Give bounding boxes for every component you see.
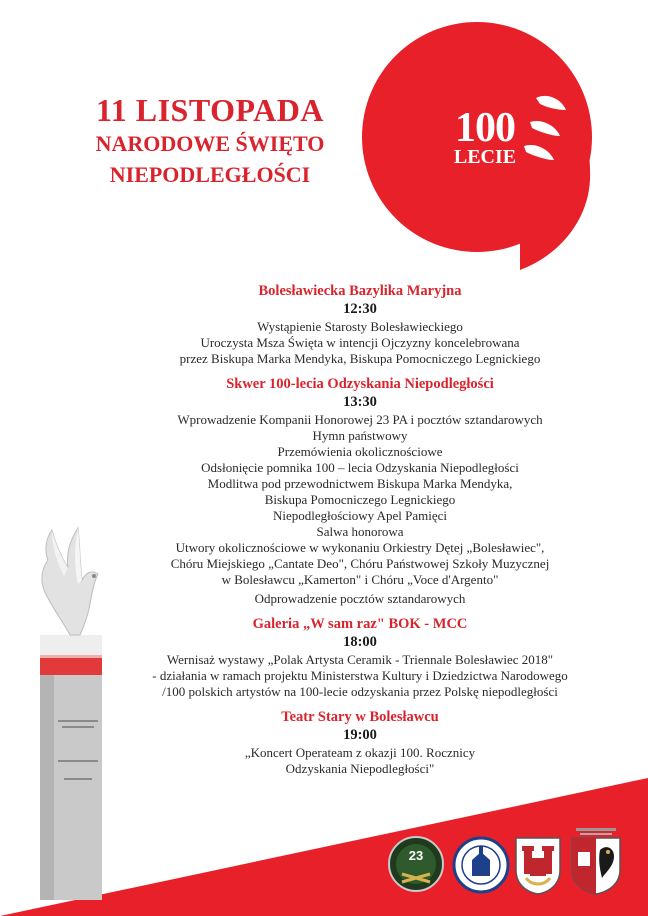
- program-line: Biskupa Pomocniczego Legnickiego: [264, 492, 456, 507]
- program-line: Uroczysta Msza Święta w intencji Ojczyzny koncelebrowana: [200, 335, 520, 350]
- county-coat-of-arms-icon: [568, 826, 624, 896]
- section-venue: Galeria „W sam raz" BOK - MCC: [252, 616, 468, 632]
- program-line: Odprowadzenie pocztów sztandarowych: [254, 591, 466, 606]
- page-title: [60, 92, 360, 190]
- anniversary-word: LECIE: [453, 146, 517, 168]
- section-venue: Skwer 100-lecia Odzyskania Niepodległości: [226, 376, 494, 392]
- program-line: Przemówienia okolicznościowe: [277, 444, 443, 459]
- program-line: w Bolesławcu „Kamerton" i Chóru „Voce d'Argento": [221, 572, 499, 587]
- program-section: [110, 615, 610, 700]
- eagle-monument-icon: [22, 520, 122, 900]
- program-line: Niepodległościowy Apel Pamięci: [272, 508, 448, 523]
- section-time: 12:30: [343, 301, 377, 317]
- basilica-seal-icon: [452, 834, 510, 896]
- program-section: [110, 708, 610, 777]
- program-line: Salwa honorowa: [316, 524, 404, 539]
- eagle-head-icon: [500, 70, 600, 270]
- program-line: Chóru Miejskiego „Cantate Deo", Chóru Państwowej Szkoły Muzycznej: [170, 556, 550, 571]
- section-venue: Teatr Stary w Bolesławcu: [281, 709, 439, 725]
- program-line: Wernisaż wystawy „Polak Artysta Ceramik - Triennale Bolesławiec 2018": [166, 652, 554, 667]
- event-program: [110, 282, 610, 785]
- program-line: „Koncert Operateam z okazji 100. Rocznicy: [244, 745, 476, 760]
- program-line: Utwory okolicznościowe w wykonaniu Orkiestry Dętej „Bolesławiec",: [175, 540, 545, 555]
- section-time: 18:00: [343, 634, 377, 650]
- program-line: - działania w ramach projektu Ministerstwa Kultury i Dziedzictwa Narodowego: [152, 668, 568, 683]
- program-line: Modlitwa pod przewodnictwem Biskupa Marka Mendyka,: [207, 476, 513, 491]
- program-line: /100 polskich artystów na 100-lecie odzyskania przez Polskę niepodległości: [162, 684, 558, 699]
- program-section: [110, 375, 610, 607]
- program-section: [110, 282, 610, 367]
- title-date: 11 LISTOPADA: [96, 92, 324, 128]
- program-line: Odzyskania Niepodległości": [285, 761, 435, 776]
- regiment-number: 23: [408, 848, 424, 863]
- section-venue: Bolesławiecka Bazylika Maryjna: [258, 283, 462, 299]
- section-time: 13:30: [343, 394, 377, 410]
- program-line: przez Biskupa Marka Mendyka, Biskupa Pomocniczego Legnickiego: [179, 351, 541, 366]
- program-line: Wprowadzenie Kompanii Honorowej 23 PA i pocztów sztandarowych: [177, 412, 543, 427]
- program-line: Hymn państwowy: [312, 428, 408, 443]
- section-time: 19:00: [343, 727, 377, 743]
- artillery-regiment-badge-icon: [388, 834, 444, 896]
- anniversary-emblem: [440, 105, 530, 168]
- title-holiday: NARODOWE ŚWIĘTO: [95, 131, 325, 156]
- city-coat-of-arms-icon: [512, 834, 564, 896]
- anniversary-number: 100: [455, 105, 515, 151]
- program-line: Odsłonięcie pomnika 100 – lecia Odzyskania Niepodległości: [201, 460, 519, 475]
- title-independence: NIEPODLEGŁOŚCI: [109, 162, 311, 187]
- program-line: Wystąpienie Starosty Bolesławieckiego: [257, 319, 463, 334]
